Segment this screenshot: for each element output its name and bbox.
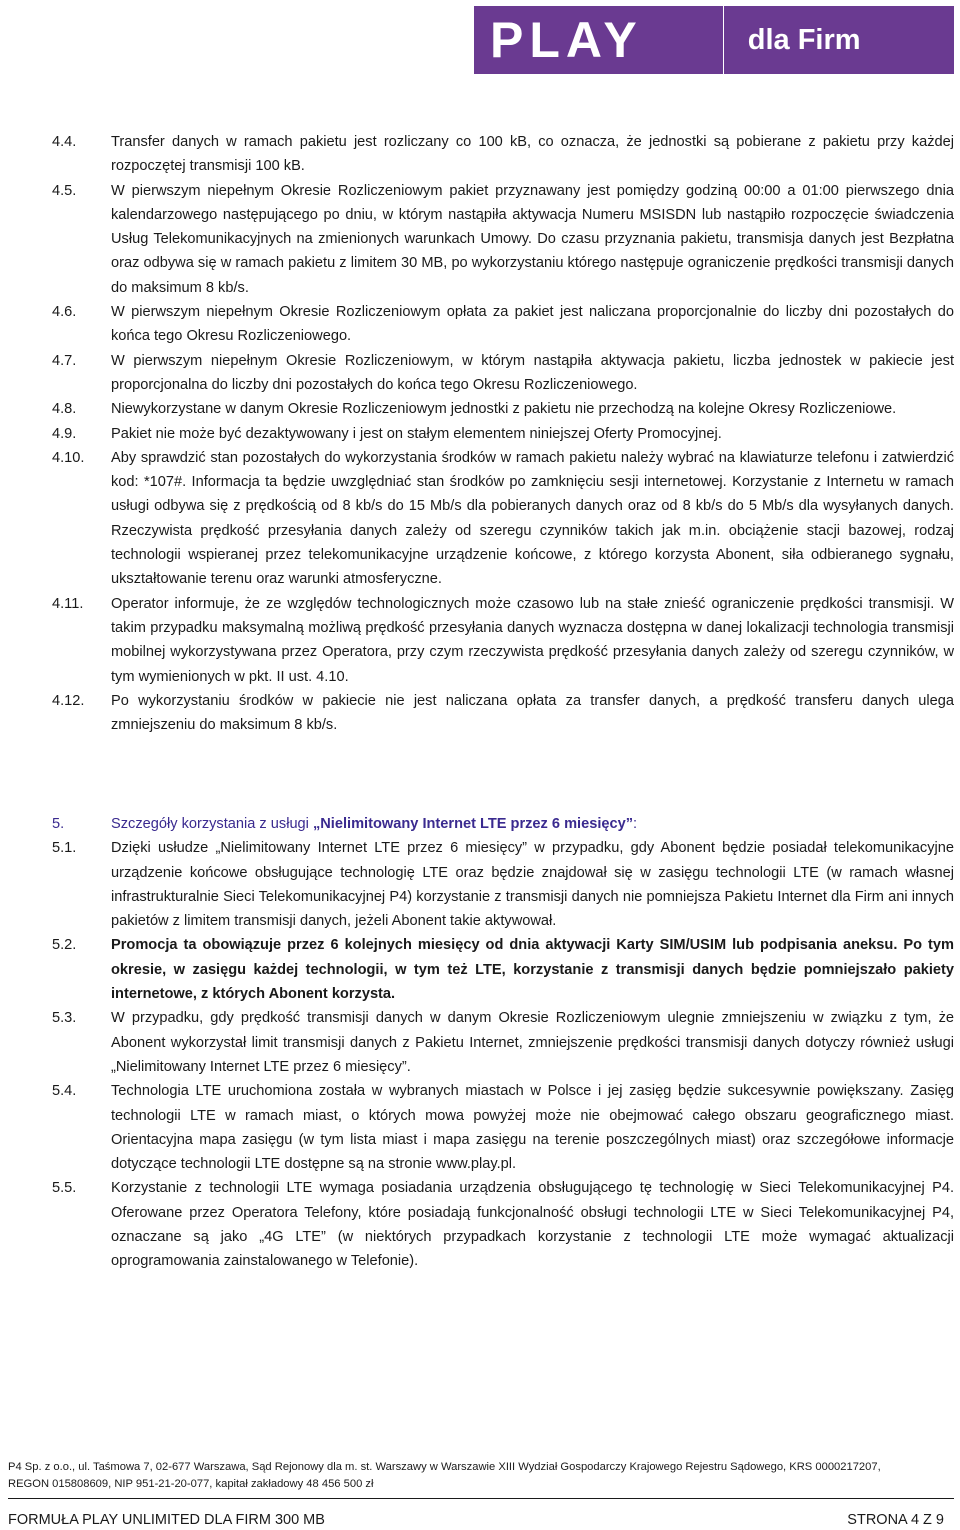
item-text: Niewykorzystane w danym Okresie Rozliczeniowym jednostki z pakietu nie przechodzą na kolejne Okresy Rozliczeniowe. (111, 401, 897, 418)
item-text: Po wykorzystaniu środków w pakiecie nie jest naliczana opłata za transfer danych, a prędkość transferu danych ulega zmniejszeniu do maksimum 8 kb/s. (111, 692, 954, 734)
logo-play-text: PLAY (490, 12, 643, 68)
item-text: W pierwszym niepełnym Okresie Rozliczeniowym, w którym nastąpiła aktywacja pakietu, liczba jednostek w pakiecie jest proporcjonalna do liczby dni pozostałych do końca tego Okresu Rozliczeniowego. (111, 352, 954, 393)
section-title (111, 812, 637, 836)
list-item (52, 1079, 954, 1176)
item-text: Promocja ta obowiązuje przez 6 kolejnych miesięcy od dnia aktywacji Karty SIM/USIM lub podpisania aneksu. Po tym okresie, w zasięgu każdej technologii, w tym też LTE, korzystanie z transmisji danych będzie pomniejszało pakiety internetowe, z których Abonent korzysta. (111, 937, 954, 1003)
list-item (52, 592, 954, 689)
item-number: 4.7. (52, 352, 77, 369)
item-text: Operator informuje, że ze względów technologicznych może czasowo lub na stałe znieść ograniczenie prędkości transmisji. W takim przypadku maksymalną możliwą prędkość przesyłania danych wyznacza dostępna w danej lokalizacji technologia transmisji mobilnej wykorzystywana przez Operatora, przy czym rzeczywista prędkość przesyłania danych zależy od szeregu czynników, w tym wymienionych w pkt. II ust. 4.10. (111, 595, 954, 685)
company-footer (8, 1459, 954, 1493)
item-number: 4.12. (52, 692, 85, 709)
play-logo (474, 6, 954, 74)
footer-line-1: P4 Sp. z o.o., ul. Taśmowa 7, 02-677 Warszawa, Sąd Rejonowy dla m. st. Warszawy w Warszawie XIII Wydział Gospodarczy Krajowego Rejestru Sądowego, KRS 0000217207, (8, 1461, 881, 1473)
item-number: 4.6. (52, 304, 77, 321)
section-5-title (52, 812, 954, 836)
list-item (52, 130, 954, 179)
section-title-prefix: Szczegóły korzystania z usługi (111, 816, 313, 832)
item-number: 5.4. (52, 1083, 77, 1100)
section-5 (52, 812, 954, 1274)
item-number: 4.8. (52, 401, 77, 418)
item-text: W pierwszym niepełnym Okresie Rozliczeniowym opłata za pakiet jest naliczana proporcjonalnie do liczby dni pozostałych do końca tego Okresu Rozliczeniowego. (111, 304, 954, 345)
item-number: 5.1. (52, 840, 77, 857)
item-text: W pierwszym niepełnym Okresie Rozliczeniowym pakiet przyznawany jest pomiędzy godziną 00:00 a 01:00 pierwszego dnia kalendarzowego następującego po dniu, w którym nastąpiła aktywacja Numeru MSISDN lub nastąpiło rozpoczęcie świadczenia Usług Telekomunikacyjnych na zmienionych warunkach Umowy. Do czasu przyznania pakietu, transmisja danych jest Bezpłatna oraz odbywa się w ramach pakietu z limitem 30 MB, po wykorzystaniu którego następuje ograniczenie prędkości transmisji danych do maksimum 8 kb/s. (111, 182, 954, 296)
list-item (52, 300, 954, 349)
item-text: Pakiet nie może być dezaktywowany i jest on stałym elementem niniejszej Oferty Promocyjnej. (111, 425, 722, 442)
item-number: 4.5. (52, 182, 77, 199)
logo-divider (723, 6, 724, 74)
document-name: FORMUŁA PLAY UNLIMITED DLA FIRM 300 MB (8, 1512, 325, 1528)
logo-subtitle: dla Firm (747, 23, 861, 56)
list-item (52, 422, 954, 446)
list-item (52, 836, 954, 933)
page-number: STRONA 4 Z 9 (847, 1512, 944, 1528)
item-text: Aby sprawdzić stan pozostałych do wykorzystania środków w ramach pakietu należy wybrać na klawiaturze telefonu i zatwierdzić kod: *107#. Informacja ta będzie uwzględniać stan środków po zamknięciu sesji internetowej. Korzystanie z Internetu w ramach usługi odbywa się z prędkością od 8 kb/s do 15 Mb/s dla pobieranych danych oraz od 8 kb/s do 5 Mb/s dla wysyłanych danych. Rzeczywista prędkość przesyłania danych zależy od szeregu czynników takich jak m.in. obciążenie stacji bazowej, rodzaj technologii wspieranej przez telekomunikacyjne urządzenie końcowe, z którego korzysta Abonent, siła odbieranego sygnału, ukształtowanie terenu oraz warunki atmosferyczne. (111, 449, 954, 588)
list-item (52, 349, 954, 398)
item-text: W przypadku, gdy prędkość transmisji danych w danym Okresie Rozliczeniowym ulegnie zmniejszeniu w związku z tym, że Abonent wykorzystał limit transmisji danych z Pakietu Internet, zmniejszenie prędkości transmisji danych dotyczy również usługi „Nielimitowany Internet LTE przez 6 miesięcy”. (111, 1010, 954, 1075)
item-number: 4.9. (52, 425, 77, 442)
item-text: Korzystanie z technologii LTE wymaga posiadania urządzenia obsługującego tę technologię w Sieci Telekomunikacyjnej P4. Oferowane przez Operatora Telefony, które posiadają funkcjonalność obsługi technologii LTE w Sieci Telekomunikacyjnej P4, oznaczane są jako „4G LTE” (w niektórych przypadkach korzystanie z technologii LTE może wymagać aktualizacji oprogramowania zainstalowanego w Telefonie). (111, 1180, 954, 1270)
footer-line-2: REGON 015808609, NIP 951-21-20-077, kapitał zakładowy 48 456 500 zł (8, 1478, 374, 1490)
list-item (52, 179, 954, 300)
item-number: 5.2. (52, 937, 77, 954)
section-title-suffix: : (633, 816, 638, 832)
list-item (52, 446, 954, 592)
item-text: Transfer danych w ramach pakietu jest rozliczany co 100 kB, co oznacza, że jednostki są pobierane z pakietu przy każdej rozpoczętej transmisji 100 kB. (111, 134, 954, 175)
list-item (52, 689, 954, 738)
section-4-items (52, 130, 954, 737)
item-number: 5.3. (52, 1010, 77, 1027)
item-number: 4.4. (52, 134, 77, 150)
section-number: 5. (52, 816, 65, 832)
item-text: Technologia LTE uruchomiona została w wybranych miastach w Polsce i jej zasięg będzie sukcesywnie powiększany. Zasięg technologii LTE w ramach miast, o których mowa powyżej może nie obejmować całego obszaru geograficznego miast. Orientacyjna mapa zasięgu (w tym lista miast i mapa zasięgu na terenie poszczególnych miast) oraz szczegółowe informacje dotyczące technologii LTE dostępne są na stronie www.play.pl. (111, 1083, 954, 1173)
list-item (52, 1176, 954, 1273)
item-number: 5.5. (52, 1180, 77, 1197)
item-number: 4.10. (52, 449, 85, 466)
section-title-service: „Nielimitowany Internet LTE przez 6 miesięcy” (312, 816, 634, 832)
list-item (52, 1006, 954, 1079)
list-item (52, 933, 954, 1006)
item-text: Dzięki usłudze „Nielimitowany Internet LTE przez 6 miesięcy” w przypadku, gdy Abonent będzie posiadał telekomunikacyjne urządzenie końcowe obsługujące technologię LTE oraz będzie znajdował się w zasięgu technologii LTE (w ramach własnej infrastrukturalnie Sieci Telekomunikacyjnej P4) korzystanie z transmisji danych nie pomniejsza Pakietu Internet dla Firm ani innych pakietów z limitem transmisji danych, jeżeli Abonent takie aktywował. (111, 840, 954, 930)
list-item (52, 397, 954, 421)
item-number: 4.11. (52, 595, 84, 612)
footer-divider (8, 1498, 954, 1499)
